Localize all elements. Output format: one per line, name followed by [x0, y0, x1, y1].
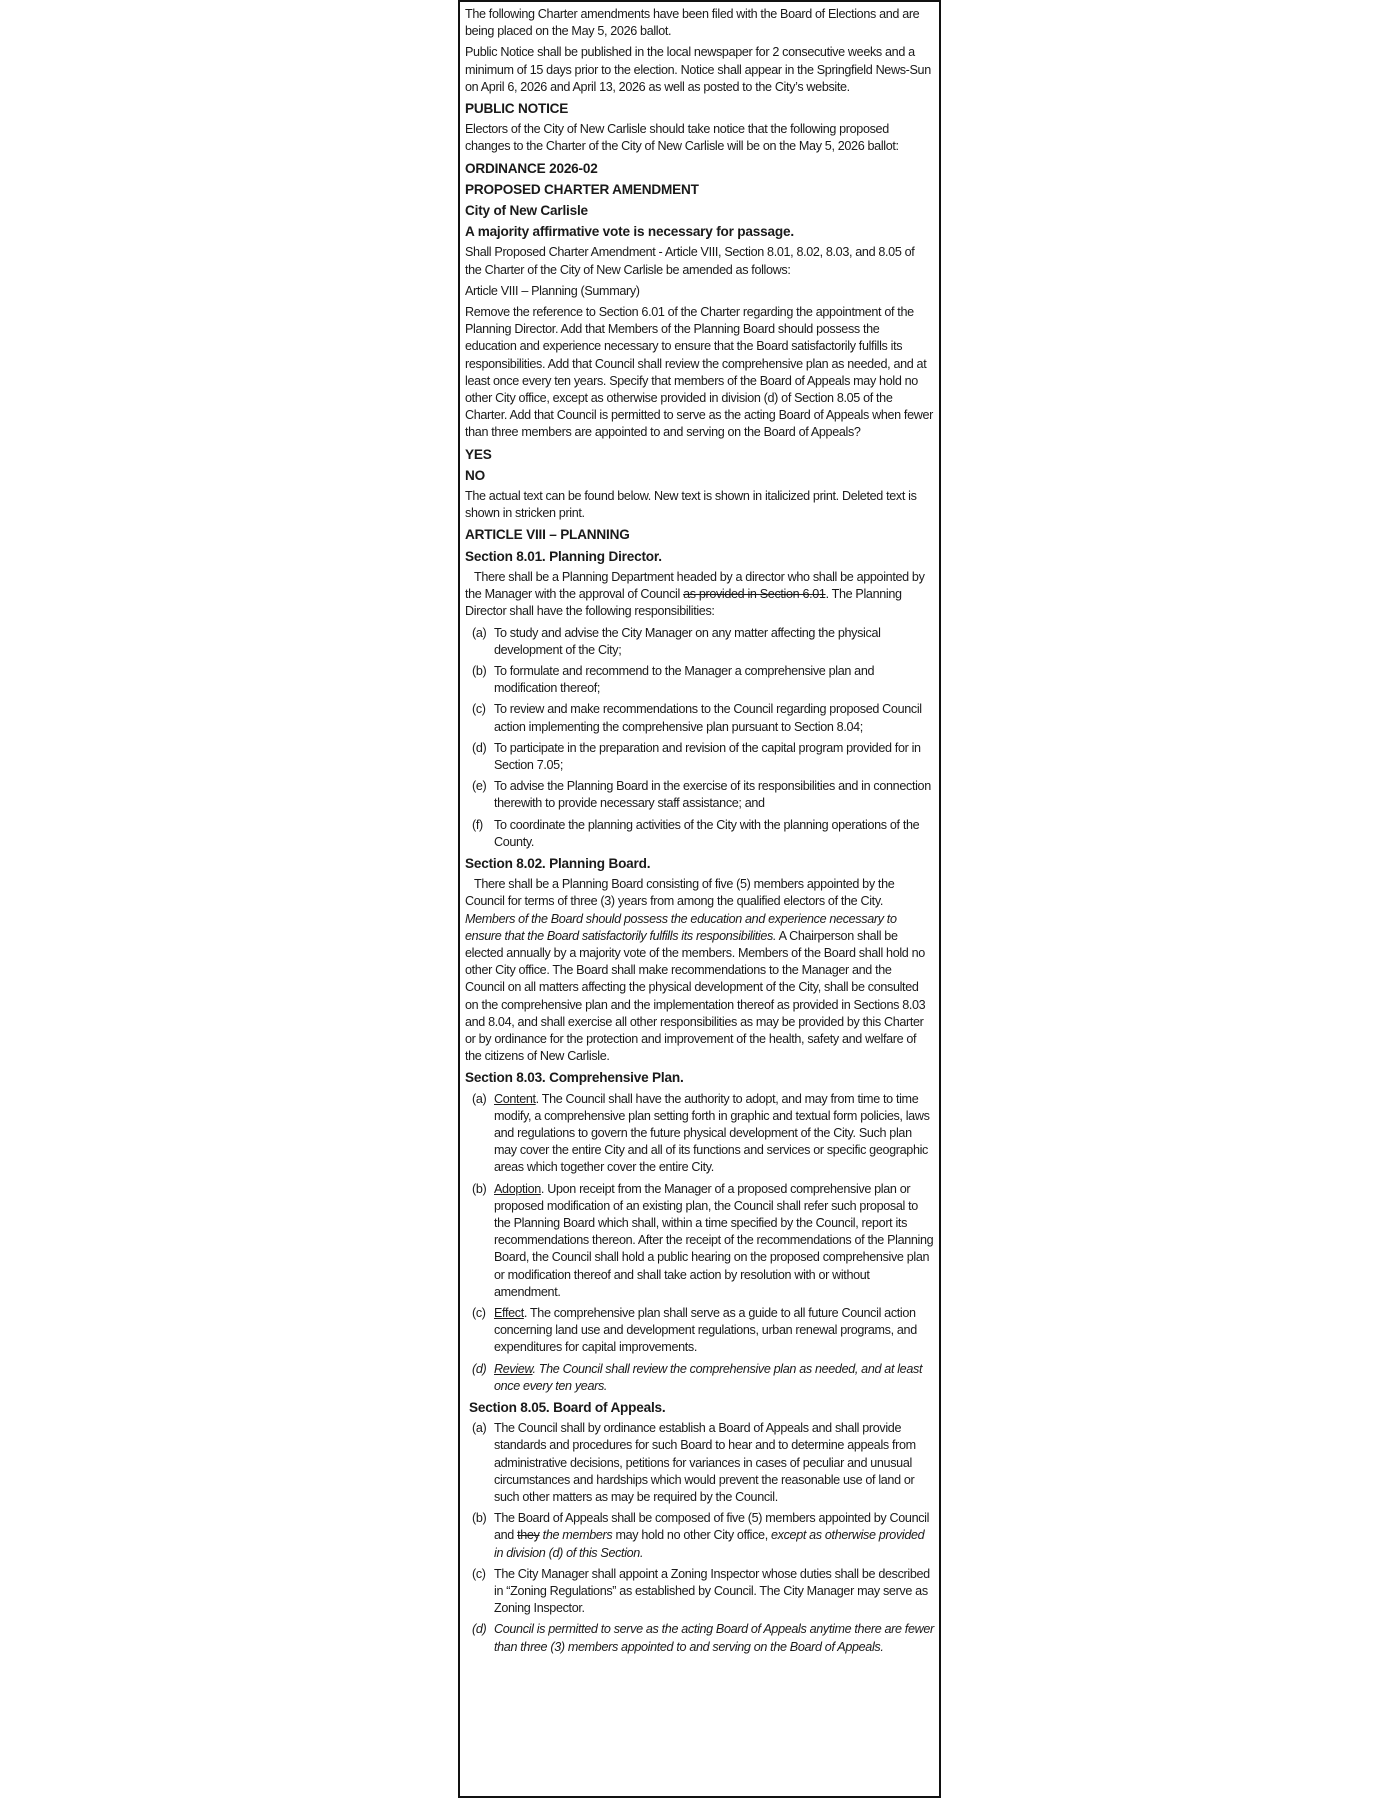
no-option: NO [465, 467, 485, 483]
section-803-heading: Section 8.03. Comprehensive Plan. [465, 1070, 684, 1086]
list-item: (b) To formulate and recommend to the Manager a comprehensive plan and modification thereof; [472, 663, 875, 696]
public-notice-heading: PUBLIC NOTICE [465, 101, 569, 117]
new-text: Members of the Board should possess the education and experience necessary to ensure that the Board satisfactorily fulfills its responsibilities. [465, 911, 897, 943]
section-805-list [465, 1420, 934, 1656]
list-item: (d) To participate in the preparation and revision of the capital program provided for in Section 7.05; [472, 740, 921, 772]
deleted-text: as provided in Section 6.01 [683, 587, 826, 602]
list-item-new: (d) Council is permitted to serve as the acting Board of Appeals anytime there are fewer than three (3) members appointed to and serving on the Board of Appeals. [472, 1622, 934, 1654]
section-803-list [465, 1091, 934, 1395]
section-805-heading: Section 8.05. Board of Appeals. [469, 1400, 666, 1416]
list-item: (c) Effect. The comprehensive plan shall serve as a guide to all future Council action concerning land use and development regulations, urban renewal programs, and expenditures for capital improvements. [472, 1306, 917, 1355]
summary-paragraph: Remove the reference to Section 6.01 of the Charter regarding the appointment of the Planning Director. Add that Members of the Planning Board should possess the education and experience necessary to ensure that the Board satisfactorily fulfills its responsibilities. Add that Council shall review the comprehensive plan as needed, and at least once every ten years. Specify that members of the Board of Appeals may hold no other City office, except as otherwise provided in division (d) of Section 8.05 of the Charter. Add that Council is permitted to serve as the acting Board of Appeals when fewer than three members are appointed to and serving on the Board of Appeals? [465, 305, 933, 440]
list-item: (f) To coordinate the planning activities of the City with the planning operations of the County. [472, 817, 920, 849]
amendment-title: PROPOSED CHARTER AMENDMENT [465, 181, 699, 197]
deleted-text: they [517, 1528, 540, 1543]
new-text: the members [539, 1528, 613, 1543]
list-item: (c) The City Manager shall appoint a Zoning Inspector whose duties shall be described in “Zoning Regulations” as established by Council. The City Manager may serve as Zoning Inspector. [472, 1566, 930, 1616]
electors-paragraph: Electors of the City of New Carlisle should take notice that the following proposed changes to the Charter of the City of New Carlisle will be on the May 5, 2026 ballot: [465, 122, 899, 154]
section-802-paragraph: There shall be a Planning Board consisting of five (5) members appointed by the Council for terms of three (3) years from among the qualified electors of the City. Members of the Board should possess the education and experience necessary to ensure that the Board satisfactorily fulfills its responsibilities. A Chairperson shall be elected annually by a majority vote of the members. Members of the Board shall hold no other City office. The Board shall make recommendations to the Manager and the Council on all matters affecting the physical development of the City, shall be consulted on the comprehensive plan and the implementation thereof as provided in Sections 8.03 and 8.04, and shall exercise all other responsibilities as may be provided by this Charter or by ordinance for the protection and improvement of the health, safety and welfare of the citizens of New Carlisle. [465, 877, 926, 1064]
section-801-list [465, 625, 934, 851]
yes-option: YES [465, 446, 492, 462]
section-801-heading: Section 8.01. Planning Director. [465, 548, 662, 564]
section-802-heading: Section 8.02. Planning Board. [465, 855, 651, 871]
list-item: (a) To study and advise the City Manager on any matter affecting the physical development of the City; [472, 625, 881, 657]
list-item: (b) The Board of Appeals shall be composed of five (5) members appointed by Council and they the members may hold no other City office, except as otherwise provided in division (d) of this Section. [472, 1511, 930, 1560]
ordinance-number: ORDINANCE 2026-02 [465, 160, 598, 176]
list-item: (b) Adoption. Upon receipt from the Manager of a proposed comprehensive plan or proposed modification of an existing plan, the Council shall refer such proposal to the Planning Board which shall, within a time specified by the Council, report its recommendations thereon. After the receipt of the recommendations of the Planning Board, the Council shall hold a public hearing on the proposed comprehensive plan or modification thereof and shall take action by resolution with or without amendment. [472, 1181, 934, 1299]
intro-publication: Public Notice shall be published in the local newspaper for 2 consecutive weeks and a minimum of 15 days prior to the election. Notice shall appear in the Springfield News-Sun on April 6, 2026 and April 13, 2026 as well as posted to the City’s website. [465, 45, 931, 94]
ballot-question: Shall Proposed Charter Amendment - Article VIII, Section 8.01, 8.02, 8.03, and 8.05 of the Charter of the City of New Carlisle be amended as follows: [465, 245, 915, 277]
legal-notice [458, 0, 941, 1798]
summary-heading: Article VIII – Planning (Summary) [465, 283, 640, 298]
list-item: (a) The Council shall by ordinance establish a Board of Appeals and shall provide standards and procedures for such Board to hear and to determine appeals from administrative decisions, petitions for variances in cases of peculiar and unusual circumstances and hardships which would prevent the reasonable use of land or such other matters as may be required by the Council. [472, 1421, 916, 1505]
list-item-new: (d) Review. The Council shall review the comprehensive plan as needed, and at least once every ten years. [472, 1361, 923, 1393]
list-item: (e) To advise the Planning Board in the exercise of its responsibilities and in connection therewith to provide necessary staff assistance; and [472, 779, 931, 811]
actual-text-note: The actual text can be found below. New text is shown in italicized print. Deleted text is shown in stricken print. [465, 489, 917, 521]
new-text: except as otherwise provided in division (d) of this Section. [494, 1528, 925, 1560]
list-item: (a) Content. The Council shall have the authority to adopt, and may from time to time modify, a comprehensive plan setting forth in graphic and textual form policies, laws and regulations to govern the future physical development of the City. Such plan may cover the entire City and all of its functions and services or specific geographic areas which together cover the entire City. [472, 1091, 930, 1175]
article-heading: ARTICLE VIII – PLANNING [465, 527, 630, 543]
section-801-paragraph: There shall be a Planning Department headed by a director who shall be appointed by the Manager with the approval of Council as provided in Section 6.01. The Planning Director shall have the following responsibilities: [465, 569, 925, 619]
city-name: City of New Carlisle [465, 203, 588, 219]
intro-filed: The following Charter amendments have been filed with the Board of Elections and are being placed on the May 5, 2026 ballot. [465, 7, 920, 39]
vote-rule: A majority affirmative vote is necessary for passage. [465, 224, 794, 240]
list-item: (c) To review and make recommendations to the Council regarding proposed Council action implementing the comprehensive plan pursuant to Section 8.04; [472, 702, 922, 734]
